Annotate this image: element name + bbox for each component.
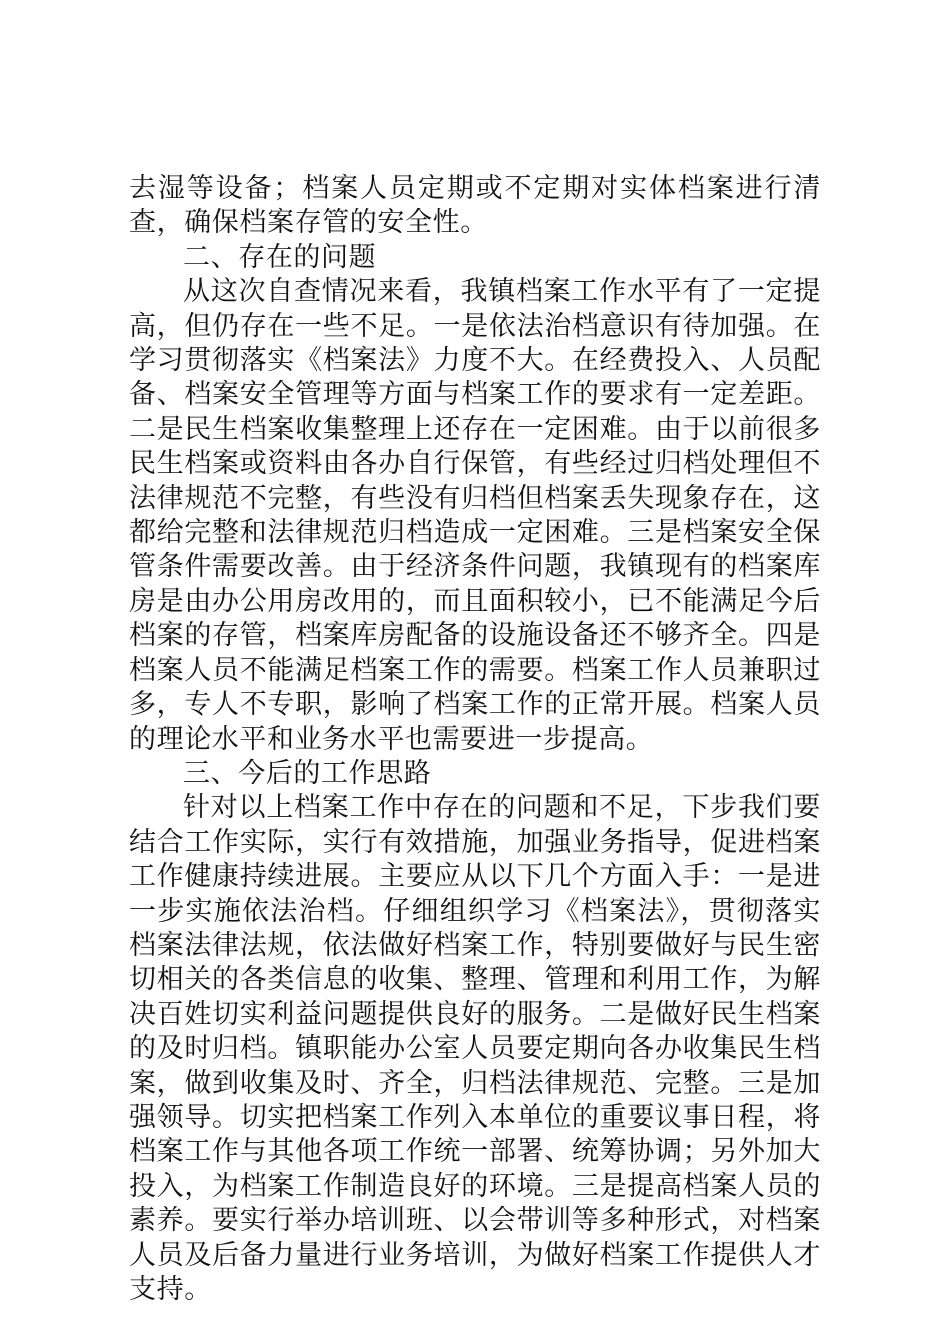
paragraph-problems: 从这次自查情况来看，我镇档案工作水平有了一定提高，但仍存在一些不足。一是依法治档意识有待加强。在学习贯彻落实《档案法》力度不大。在经费投入、人员配备、档案安全管理等方面与档案工作的要求有一定差距。二是民生档案收集整理上还存在一定困难。由于以前很多民生档案或资料由各办自行保管，有些经过归档处理但不法律规范不完整，有些没有归档但档案丢失现象存在，这都给完整和法律规范归档造成一定困难。三是档案安全保管条件需要改善。由于经济条件问题，我镇现有的档案库房是由办公用房改用的，而且面积较小，已不能满足今后档案的存管，档案库房配备的设施设备还不够齐全。四是档案人员不能满足档案工作的需要。档案工作人员兼职过多，专人不专职，影响了档案工作的正常开展。档案人员的理论水平和业务水平也需要进一步提高。 (129, 276, 821, 755)
section-heading-problems: 二、存在的问题 (183, 241, 377, 273)
paragraph-future-work: 针对以上档案工作中存在的问题和不足，下步我们要结合工作实际，实行有效措施，加强业务指导，促进档案工作健康持续进展。主要应从以下几个方面入手：一是进一步实施依法治档。仔细组织学习《档案法》，贯彻落实档案法律法规，依法做好档案工作，特别要做好与民生密切相关的各类信息的收集、整理、管理和利用工作，为解决百姓切实利益问题提供良好的服务。二是做好民生档案的及时归档。镇职能办公室人员要定期向各办收集民生档案，做到收集及时、齐全，归档法律规范、完整。三是加强领导。切实把档案工作列入本单位的重要议事日程，将档案工作与其他各项工作统一部署、统筹协调；另外加大投入，为档案工作制造良好的环境。三是提高档案人员的素养。要实行举办培训班、以会带训等多种形式，对档案人员及后备力量进行业务培训，为做好档案工作提供人才支持。 (129, 792, 821, 1305)
paragraph-continuation: 去湿等设备；档案人员定期或不定期对实体档案进行清查，确保档案存管的安全性。 (129, 173, 821, 239)
section-heading-future-work: 三、今后的工作思路 (183, 757, 432, 789)
document-body (129, 172, 821, 1307)
